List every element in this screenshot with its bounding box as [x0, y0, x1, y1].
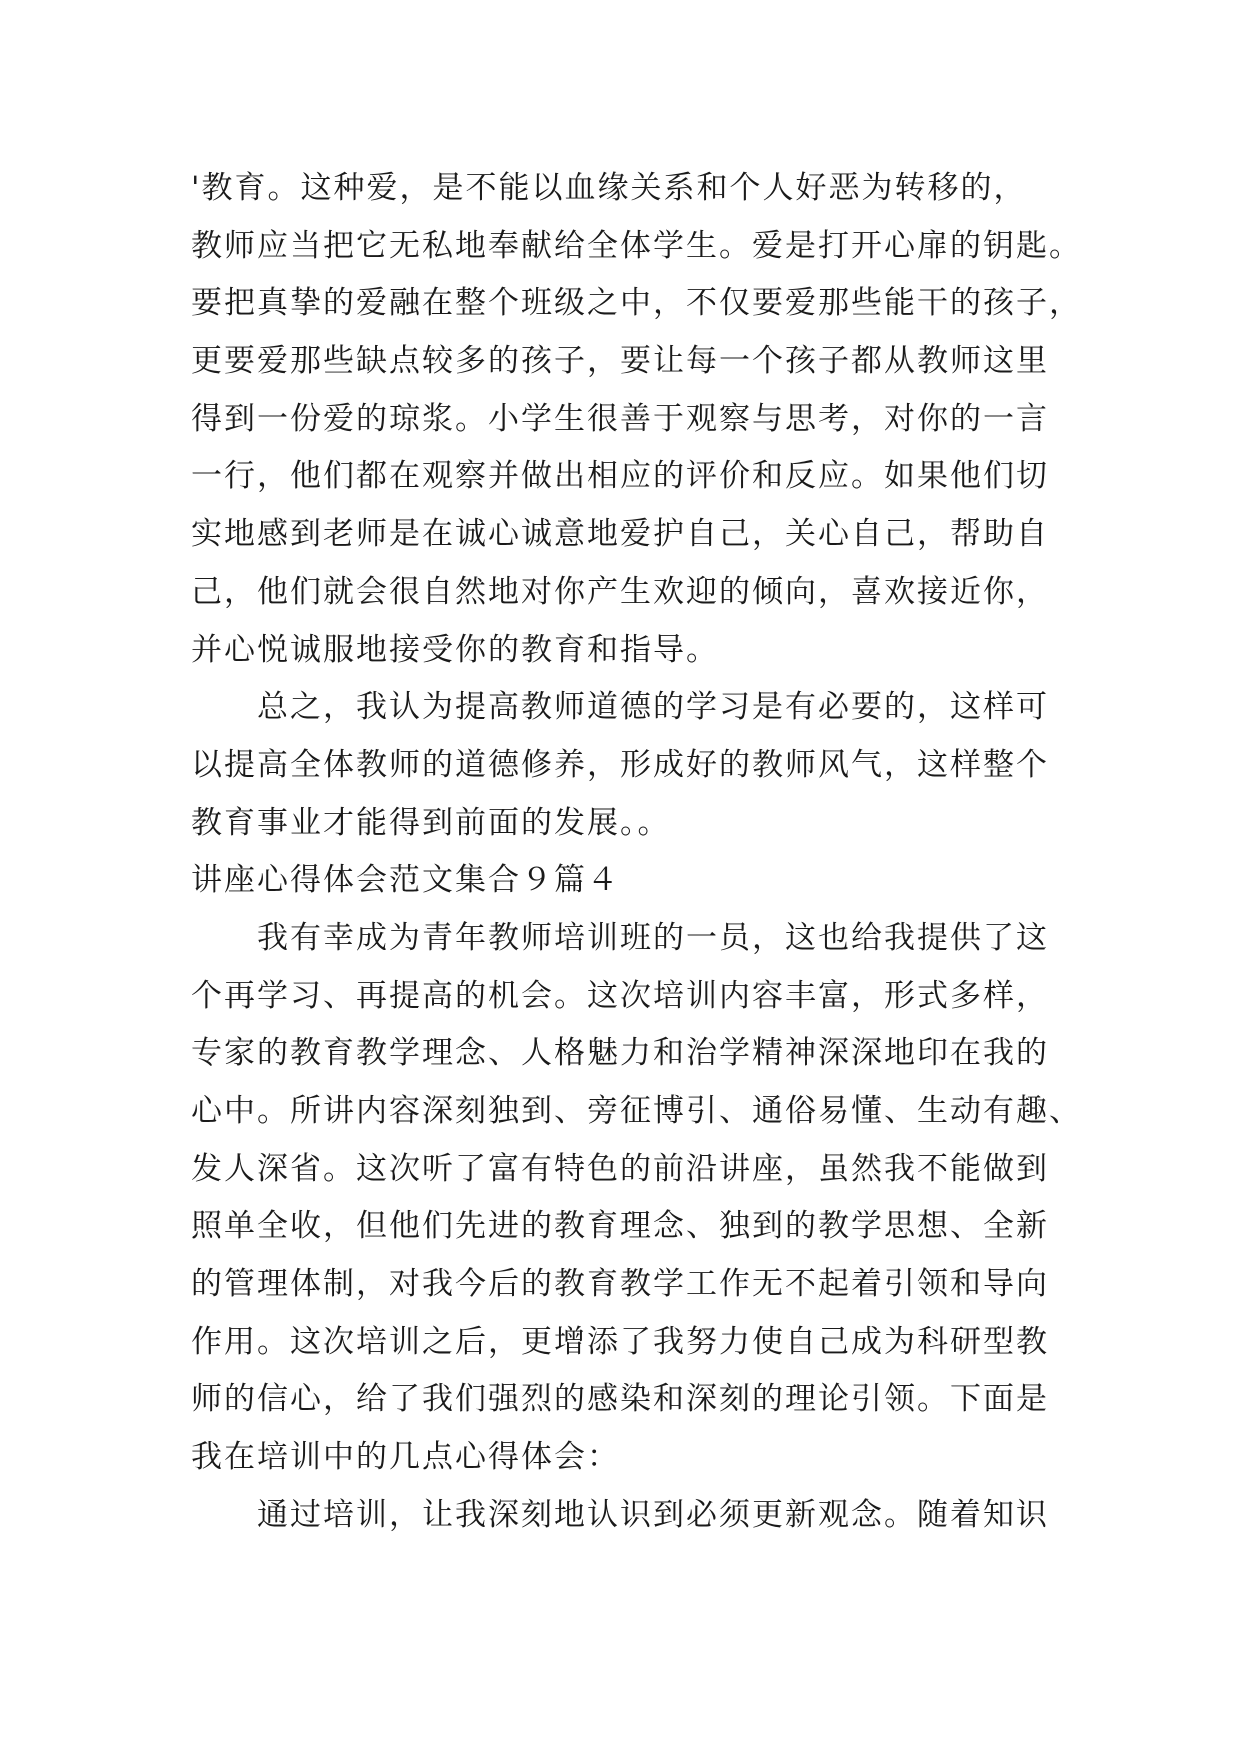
- paragraph-line: 实地感到老师是在诚心诚意地爱护自己，关心自己，帮助自: [191, 516, 1049, 553]
- paragraph-line: 我在培训中的几点心得体会：: [191, 1439, 620, 1476]
- paragraph-line: 发人深省。这次听了富有特色的前沿讲座，虽然我不能做到: [191, 1150, 1049, 1187]
- paragraph-line: 总之，我认为提高教师道德的学习是有必要的，这样可: [191, 689, 1049, 726]
- paragraph-line: 要把真挚的爱融在整个班级之中，不仅要爱那些能干的孩子，: [191, 285, 1082, 322]
- paragraph-line: 得到一份爱的琼浆。小学生很善于观察与思考，对你的一言: [191, 400, 1049, 437]
- document-body: [191, 160, 1091, 1545]
- paragraph-line: 心中。所讲内容深刻独到、旁征博引、通俗易懂、生动有趣、: [191, 1093, 1082, 1129]
- paragraph-line: 更要爱那些缺点较多的孩子，要让每一个孩子都从教师这里: [191, 343, 1049, 380]
- paragraph-line: 的管理体制，对我今后的教育教学工作无不起着引领和导向: [191, 1266, 1049, 1303]
- section-heading: 讲座心得体会范文集合９篇４: [191, 862, 620, 899]
- paragraph-line: 我有幸成为青年教师培训班的一员，这也给我提供了这: [191, 919, 1049, 956]
- paragraph-line: 师的信心，给了我们强烈的感染和深刻的理论引领。下面是: [191, 1381, 1049, 1418]
- paragraph-line: 以提高全体教师的道德修养，形成好的教师风气，这样整个: [191, 746, 1049, 783]
- paragraph-line: 专家的教育教学理念、人格魅力和治学精神深深地印在我的: [191, 1035, 1049, 1072]
- paragraph-line: 个再学习、再提高的机会。这次培训内容丰富，形式多样，: [191, 977, 1049, 1014]
- paragraph-line: 教育事业才能得到前面的发展。。: [191, 804, 671, 841]
- paragraph-line: 教师应当把它无私地奉献给全体学生。爱是打开心扉的钥匙。: [191, 227, 1082, 264]
- paragraph-line: 照单全收，但他们先进的教育理念、独到的教学思想、全新: [191, 1208, 1049, 1245]
- paragraph-line: '教育。这种爱，是不能以血缘关系和个人好恶为转移的，: [191, 170, 1027, 206]
- paragraph-line: 一行，他们都在观察并做出相应的评价和反应。如果他们切: [191, 458, 1049, 495]
- paragraph-line: 作用。这次培训之后，更增添了我努力使自己成为科研型教: [191, 1323, 1049, 1360]
- paragraph-line: 己，他们就会很自然地对你产生欢迎的倾向，喜欢接近你，: [191, 573, 1049, 610]
- paragraph-line: 并心悦诚服地接受你的教育和指导。: [191, 631, 719, 668]
- paragraph-line: 通过培训，让我深刻地认识到必须更新观念。随着知识: [191, 1496, 1049, 1533]
